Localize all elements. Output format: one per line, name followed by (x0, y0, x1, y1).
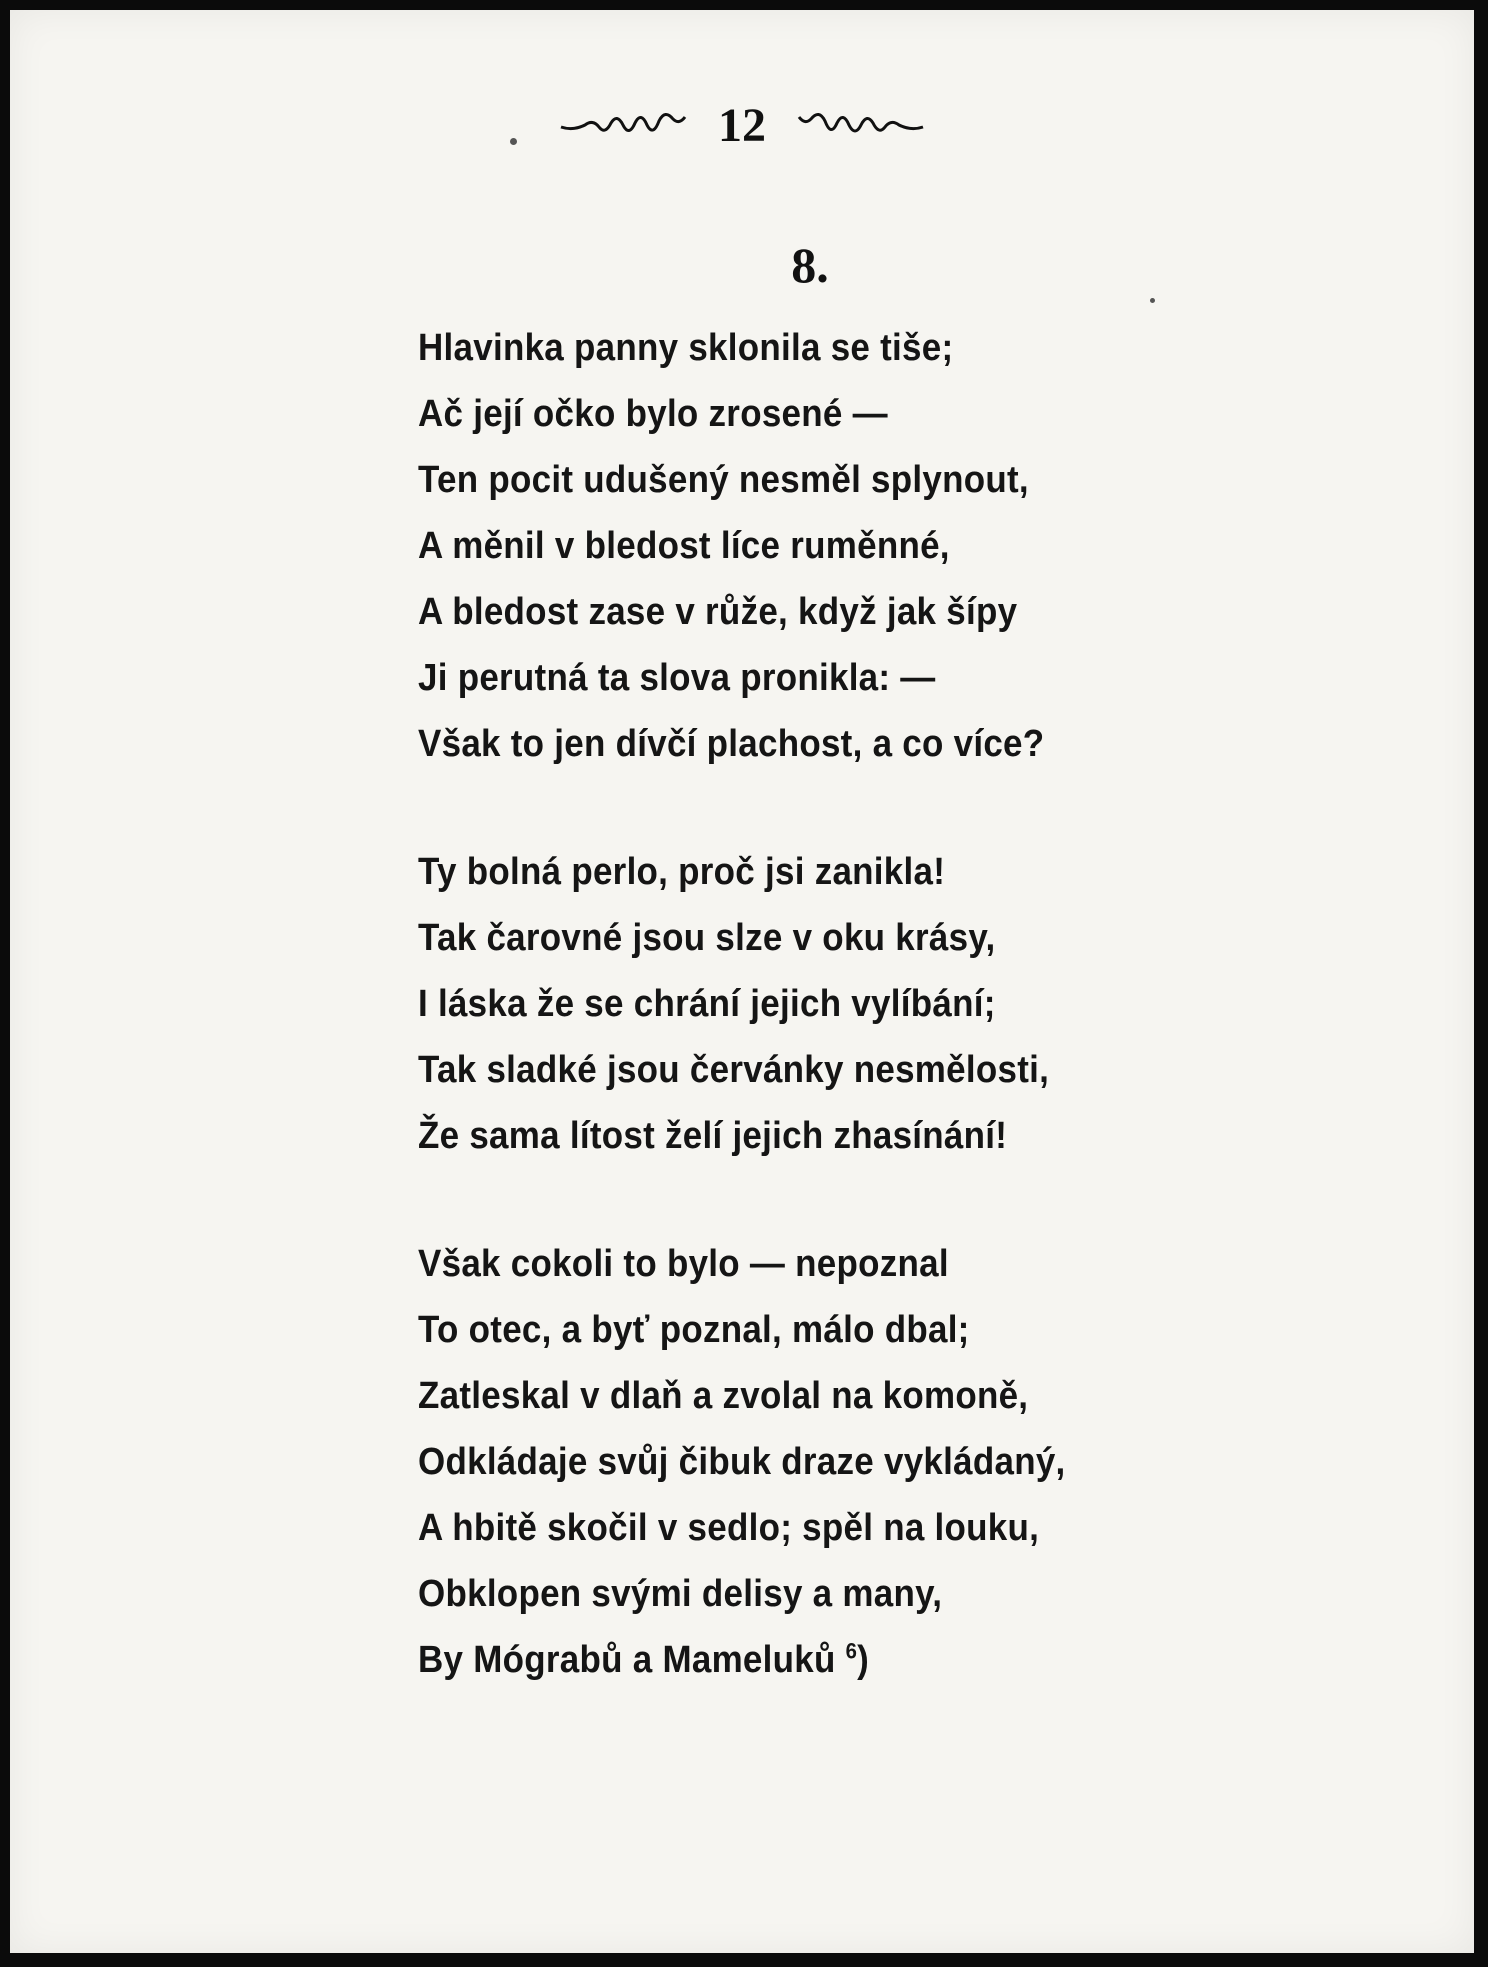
verse-line: Ten pocit udušený nesměl splynout, (418, 459, 1029, 501)
paper-speck (510, 138, 517, 145)
verse-line: I láska že se chrání jejich vylíbání; (418, 983, 996, 1025)
closing-parenthesis: ) (857, 1639, 870, 1681)
verse-line: A hbitě skočil v sedlo; spěl na louku, (418, 1507, 1040, 1549)
verse-line: To otec, a byť poznal, málo dbal; (418, 1309, 970, 1351)
poem-text (418, 315, 1318, 1755)
verse-line: Ač její očko bylo zrosené — (418, 393, 888, 435)
page-header (10, 98, 1474, 153)
verse-line: Hlavinka panny sklonila se tiše; (418, 327, 954, 369)
verse-line: A měnil v bledost líce ruměnné, (418, 525, 950, 567)
verse-line: Však cokoli to bylo — nepoznal (418, 1243, 949, 1285)
left-flourish-ornament (559, 109, 687, 143)
page-number: 12 (718, 99, 766, 152)
verse-line: Zatleskal v dlaň a zvolal na komoně, (418, 1375, 1029, 1417)
stanza-1 (418, 315, 1318, 777)
book-page (10, 10, 1474, 1953)
verse-line: A bledost zase v růže, když jak šípy (418, 591, 1018, 633)
verse-line: Ji perutná ta slova pronikla: — (418, 657, 936, 699)
verse-line: Tak čarovné jsou slze v oku krásy, (418, 917, 996, 959)
section-number: 8. (791, 237, 829, 293)
stanza-3 (418, 1231, 1318, 1693)
verse-line: Však to jen dívčí plachost, a co více? (418, 723, 1045, 765)
right-flourish-ornament (797, 109, 925, 143)
stanza-2 (418, 839, 1318, 1169)
verse-text: By Mógrabů a Mameluků (418, 1639, 836, 1681)
verse-line-with-footnote (418, 1627, 1246, 1693)
verse-line: Obklopen svými delisy a many, (418, 1573, 943, 1615)
verse-line: Že sama lítost želí jejich zhasínání! (418, 1115, 1008, 1157)
verse-line: Ty bolná perlo, proč jsi zanikla! (418, 851, 946, 893)
verse-line: Tak sladké jsou červánky nesmělosti, (418, 1049, 1050, 1091)
paper-speck (1150, 298, 1155, 303)
footnote-reference: 6 (845, 1638, 858, 1664)
verse-line: Odkládaje svůj čibuk draze vykládaný, (418, 1441, 1066, 1483)
